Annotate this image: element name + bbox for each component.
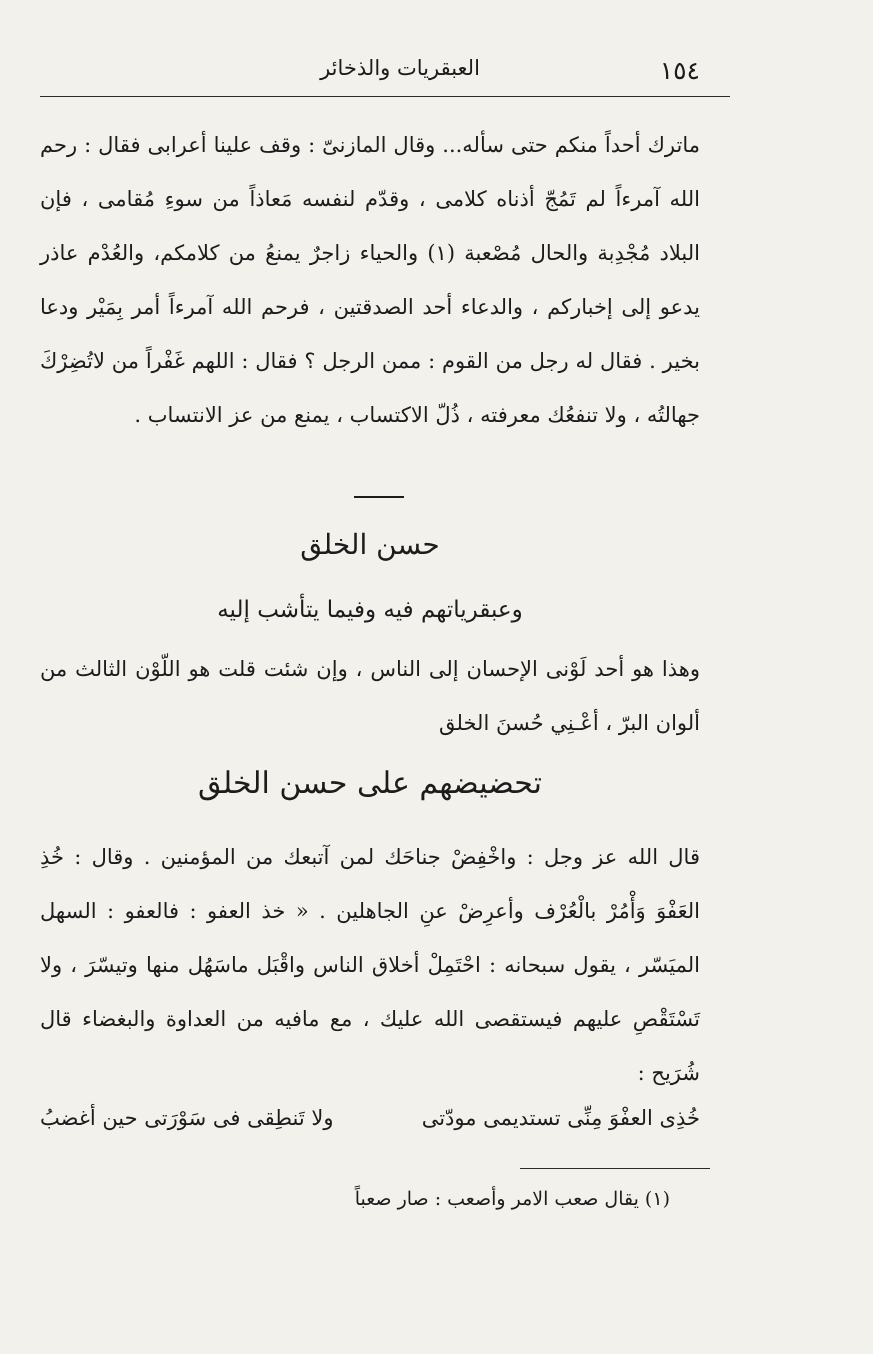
- running-title: العبقريات والذخائر: [320, 56, 480, 80]
- paragraph-intro: ماترك أحداً منكم حتى سأله... وقال المازنىّ : وقف علينا أعرابى فقال : رحم الله آمرءاً لم تَمُجّ أذناه كلامى ، وقدّم لنفسه مَعاذاً من سوءِ مُقامى ، فإن البلاد مُجْدِبة والحال مُصْعبة (١) والحياء زاجرٌ يمنعُ من كلامكم، والعُدْم عاذر يدعو إلى إخباركم ، والدعاء أحد الصدقتين ، فرحم الله آمرءاً أمر بِمَيْر ودعا بخير . فقال له رجل من القوم : ممن الرجل ؟ فقال : اللهم غَفْراً من لاتُضِرْكَ جهالتُه ، ولا تنفعُك معرفته ، ذُلّ الاكتساب ، يمنع من عز الانتساب .: [40, 133, 700, 427]
- header-rule: [40, 96, 730, 97]
- page-number: ١٥٤: [659, 56, 700, 85]
- chapter-heading: حسن الخلق: [300, 528, 440, 561]
- paragraph-chapter-intro: وهذا هو أحد لَوْنى الإحسان إلى الناس ، وإن شئت قلت هو اللّوْن الثالث من ألوان البرّ ، أعْـنِي حُسنَ الخلق: [40, 657, 700, 735]
- verse-second-hemistich: ولا تَنطِقى فى سَوْرَتى حين أغضبُ: [40, 1106, 334, 1130]
- chapter-subheading: وعبقرياتهم فيه وفيما يتأشب إليه: [217, 597, 523, 623]
- section-heading: تحضيضهم على حسن الخلق: [198, 766, 542, 801]
- footnote-rule: [520, 1168, 710, 1169]
- poetry-verse: [40, 1098, 700, 1152]
- footnote: (١) يقال صعب الامر وأصعب : صار صعباً: [354, 1188, 670, 1210]
- verse-first-hemistich: خُذِى العفْوَ مِنِّى تستديمى مودّتى: [421, 1106, 700, 1130]
- page-header: [40, 52, 730, 86]
- section-divider: [354, 496, 404, 498]
- paragraph-section: قال الله عز وجل : واخْفِضْ جناحَك لمن آتبعك من المؤمنين . وقال : خُذِ العَفْوَ وَأْمُرْ بالْعُرْف وأعرِضْ عنِ الجاهلين . « خذ العفو : فالعفو : السهل الميَسّر ، يقول سبحانه : احْتَمِلْ أخلاق الناس واقْبَل ماسَهُل منها وتيسّرَ ، ولا تَسْتَقْصِ عليهم فيستقصى الله عليك ، مع مافيه من العداوة والبغضاء قال شُرَيح :: [40, 845, 700, 1085]
